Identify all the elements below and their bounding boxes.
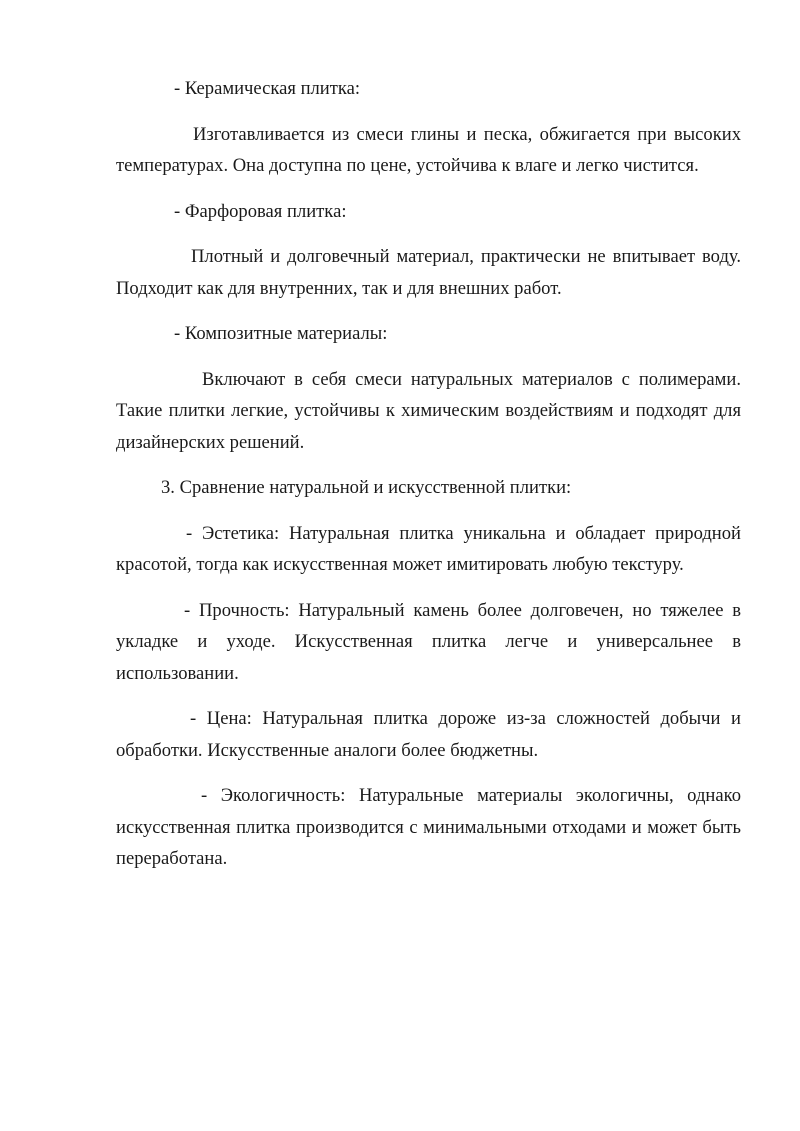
comparison-item-price: - Цена: Натуральная плитка дороже из-за сложностей добычи и обработки. Искусственные аналоги более бюджетны. bbox=[116, 708, 741, 761]
document-body bbox=[116, 73, 741, 889]
comparison-item-aesthetics: - Эстетика: Натуральная плитка уникальна и обладает природной красотой, тогда как искусственная может имитировать любую текстуру. bbox=[116, 522, 741, 575]
ceramic-tile-heading: - Керамическая плитка: bbox=[174, 78, 361, 99]
composite-materials-heading: - Композитные материалы: bbox=[174, 323, 388, 344]
porcelain-tile-paragraph: Плотный и долговечный материал, практически не впитывает воду. Подходит как для внутренних, так и для внешних работ. bbox=[116, 246, 741, 299]
ceramic-tile-paragraph: Изготавливается из смеси глины и песка, обжигается при высоких температурах. Она доступна по цене, устойчива к влаге и легко чистится. bbox=[116, 123, 741, 176]
comparison-item-durability: - Прочность: Натуральный камень более долговечен, но тяжелее в укладке и уходе. Искусственная плитка легче и универсальнее в использовании. bbox=[116, 599, 741, 684]
composite-materials-paragraph: Включают в себя смеси натуральных материалов с полимерами. Такие плитки легкие, устойчивы к химическим воздействиям и подходят для дизайнерских решений. bbox=[116, 368, 741, 453]
porcelain-tile-heading: - Фарфоровая плитка: bbox=[174, 200, 347, 222]
comparison-item-ecology: - Экологичность: Натуральные материалы экологичны, однако искусственная плитка производится с минимальными отходами и может быть переработана. bbox=[116, 785, 741, 869]
comparison-section-heading: 3. Сравнение натуральной и искусственной плитки: bbox=[161, 477, 572, 498]
